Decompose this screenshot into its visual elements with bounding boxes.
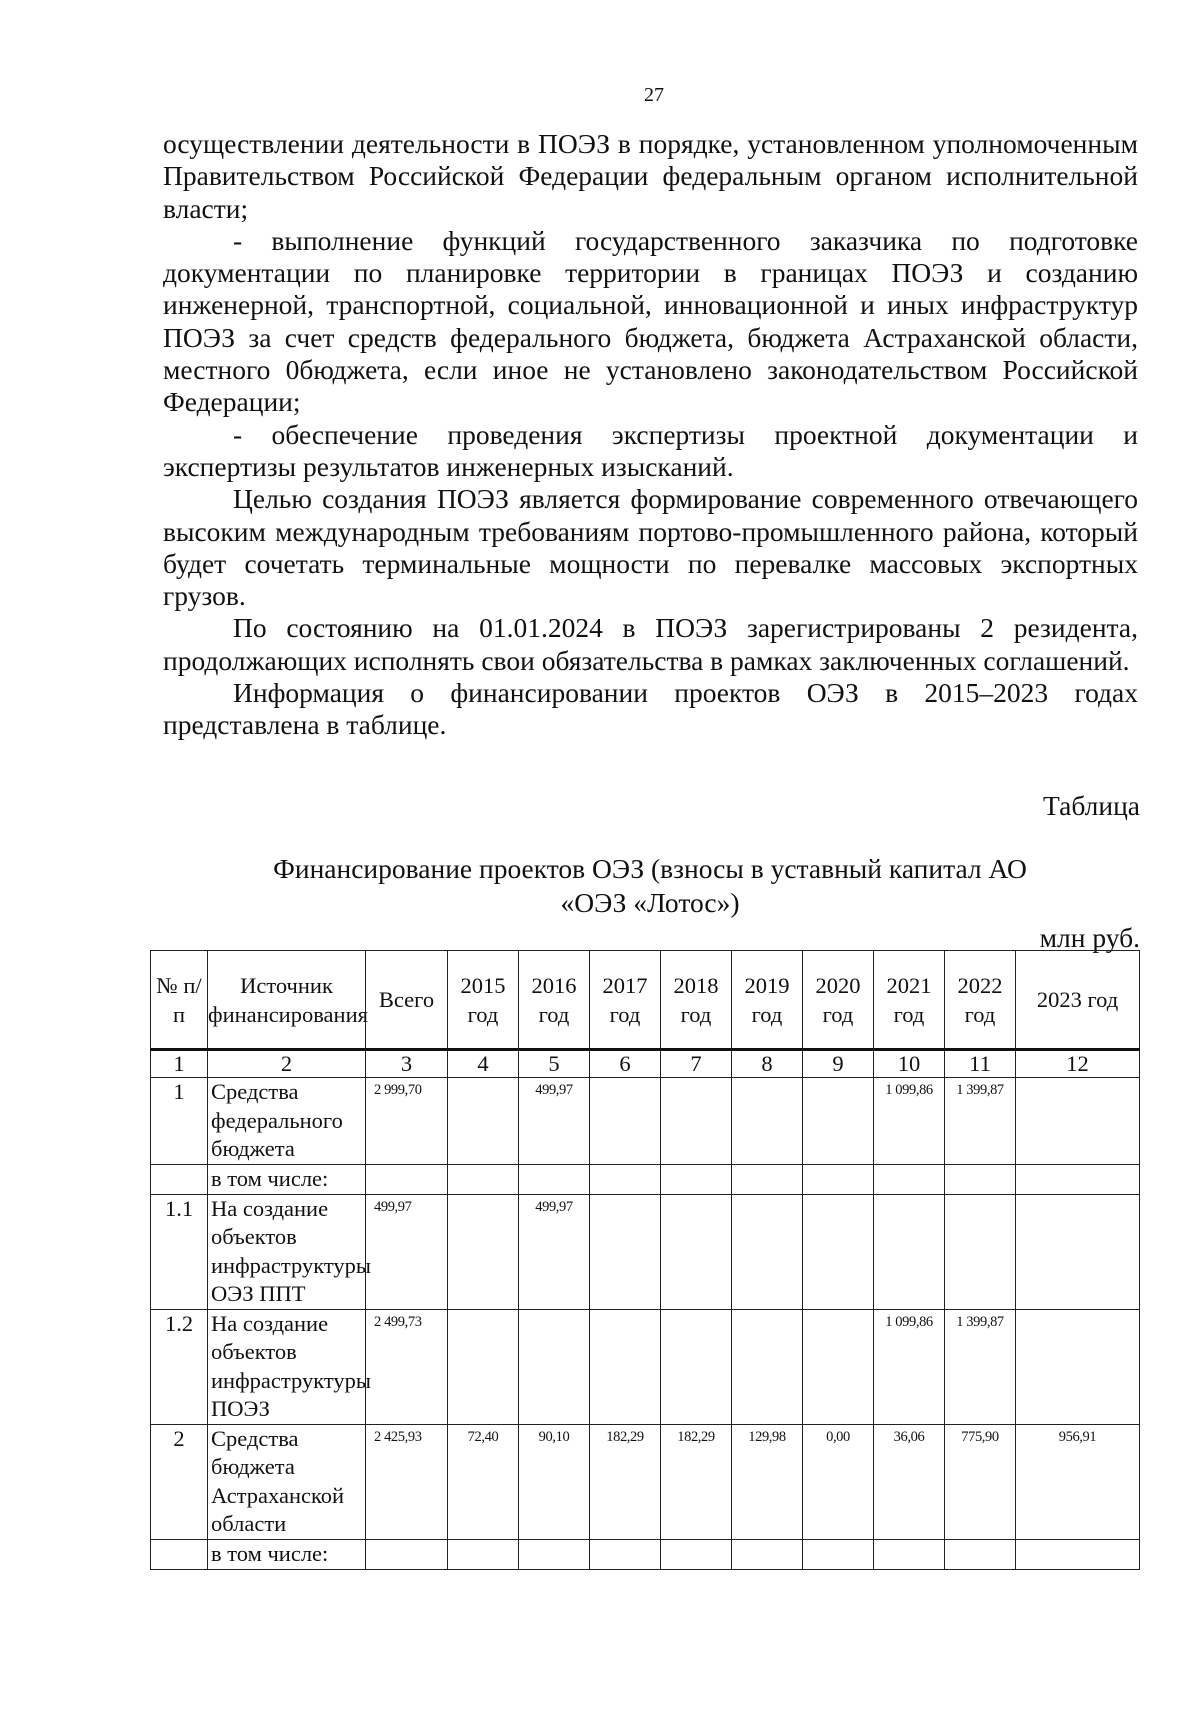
value-cell [661, 1309, 732, 1424]
value-cell [732, 1194, 803, 1309]
row-source: Средства федерального бюджета [208, 1078, 366, 1165]
value-cell [803, 1164, 874, 1194]
value-cell: 36,06 [874, 1424, 945, 1539]
value-cell [945, 1539, 1016, 1569]
header-cell: 2019 год [732, 951, 803, 1050]
paragraph: - обеспечение проведения экспертизы проектной документации и экспертизы результатов инженерных изысканий. [163, 418, 1138, 482]
column-number: 12 [1016, 1050, 1140, 1078]
value-cell [1016, 1194, 1140, 1309]
table-row [151, 1194, 1140, 1309]
row-number [151, 1539, 208, 1569]
column-number: 11 [945, 1050, 1016, 1078]
value-cell: 72,40 [448, 1424, 519, 1539]
table-row [151, 1309, 1140, 1424]
value-cell [803, 1194, 874, 1309]
row-source: в том числе: [208, 1164, 366, 1194]
value-cell [661, 1164, 732, 1194]
value-cell: 775,90 [945, 1424, 1016, 1539]
value-cell [1016, 1078, 1140, 1165]
value-cell [661, 1078, 732, 1165]
table-row [151, 1424, 1140, 1539]
value-cell [590, 1194, 661, 1309]
table-label: Таблица [1043, 790, 1140, 821]
value-cell [590, 1309, 661, 1424]
header-cell: 2017 год [590, 951, 661, 1050]
column-number: 2 [208, 1050, 366, 1078]
column-number: 1 [151, 1050, 208, 1078]
row-number: 1.1 [151, 1194, 208, 1309]
row-source: На создание объектов инфраструктуры ПОЭЗ [208, 1309, 366, 1424]
value-cell: 2 499,73 [366, 1309, 448, 1424]
value-cell: 499,97 [519, 1194, 590, 1309]
column-number: 10 [874, 1050, 945, 1078]
row-number: 2 [151, 1424, 208, 1539]
value-cell: 0,00 [803, 1424, 874, 1539]
row-source: Средства бюджета Астраханской области [208, 1424, 366, 1539]
value-cell [803, 1309, 874, 1424]
value-cell [661, 1539, 732, 1569]
value-cell [366, 1539, 448, 1569]
column-number: 8 [732, 1050, 803, 1078]
value-cell: 182,29 [661, 1424, 732, 1539]
paragraph: - выполнение функций государственного заказчика по подготовке документации по планировке территории в границах ПОЭЗ и созданию инженерной, транспортной, социальной, инновационной и иных инфраструктур ПОЭЗ за счет средств федерального бюджета, бюджета Астраханской области, местного 0бюджета, если иное не установлено законодательством Российской Федерации; [163, 224, 1138, 418]
header-cell: 2018 год [661, 951, 732, 1050]
paragraph: По состоянию на 01.01.2024 в ПОЭЗ зарегистрированы 2 резидента, продолжающих исполнять свои обязательства в рамках заключенных соглашений. [163, 612, 1138, 676]
value-cell [732, 1539, 803, 1569]
table-header-row [151, 951, 1140, 1050]
page-number: 27 [644, 84, 664, 106]
value-cell [448, 1194, 519, 1309]
value-cell [732, 1164, 803, 1194]
row-number: 1 [151, 1078, 208, 1165]
value-cell [366, 1164, 448, 1194]
header-cell: 2015 год [448, 951, 519, 1050]
value-cell [590, 1078, 661, 1165]
units-label: млн руб. [1039, 922, 1140, 953]
table-row [151, 1164, 1140, 1194]
header-cell: 2021 год [874, 951, 945, 1050]
value-cell [519, 1539, 590, 1569]
value-cell: 1 099,86 [874, 1309, 945, 1424]
row-source: в том числе: [208, 1539, 366, 1569]
body-text [163, 128, 1138, 742]
table-row [151, 1078, 1140, 1165]
table-title: Финансирование проектов ОЭЗ (взносы в уставный капитал АО «ОЭЗ «Лотос») [273, 853, 1027, 918]
header-cell: 2023 год [1016, 951, 1140, 1050]
header-cell: Источник финансирования [208, 951, 366, 1050]
header-cell: № п/п [151, 951, 208, 1050]
value-cell: 1 399,87 [945, 1078, 1016, 1165]
value-cell [945, 1164, 1016, 1194]
value-cell [803, 1078, 874, 1165]
row-source: На создание объектов инфраструктуры ОЭЗ ППТ [208, 1194, 366, 1309]
column-number: 7 [661, 1050, 732, 1078]
table-row [151, 1539, 1140, 1569]
column-number: 5 [519, 1050, 590, 1078]
column-numbers-row [151, 1050, 1140, 1078]
paragraph: Целью создания ПОЭЗ является формирование современного отвечающего высоким международным требованиям портово-промышленного района, который будет сочетать терминальные мощности по перевалке массовых экспортных грузов. [163, 483, 1138, 612]
row-number: 1.2 [151, 1309, 208, 1424]
value-cell: 1 399,87 [945, 1309, 1016, 1424]
column-number: 3 [366, 1050, 448, 1078]
value-cell: 499,97 [366, 1194, 448, 1309]
value-cell [945, 1194, 1016, 1309]
column-number: 6 [590, 1050, 661, 1078]
financing-table [150, 950, 1140, 1570]
value-cell [519, 1309, 590, 1424]
value-cell [732, 1309, 803, 1424]
value-cell [803, 1539, 874, 1569]
value-cell [874, 1539, 945, 1569]
column-number: 4 [448, 1050, 519, 1078]
value-cell: 1 099,86 [874, 1078, 945, 1165]
value-cell [448, 1078, 519, 1165]
value-cell: 182,29 [590, 1424, 661, 1539]
value-cell: 90,10 [519, 1424, 590, 1539]
value-cell [874, 1164, 945, 1194]
header-cell: 2016 год [519, 951, 590, 1050]
value-cell: 129,98 [732, 1424, 803, 1539]
value-cell [1016, 1164, 1140, 1194]
paragraph: Информация о финансировании проектов ОЭЗ в 2015–2023 годах представлена в таблице. [163, 677, 1138, 741]
value-cell [1016, 1539, 1140, 1569]
column-number: 9 [803, 1050, 874, 1078]
value-cell: 2 999,70 [366, 1078, 448, 1165]
value-cell [661, 1194, 732, 1309]
value-cell [590, 1539, 661, 1569]
row-number [151, 1164, 208, 1194]
header-cell: 2022 год [945, 951, 1016, 1050]
value-cell [1016, 1309, 1140, 1424]
value-cell [732, 1078, 803, 1165]
value-cell: 499,97 [519, 1078, 590, 1165]
value-cell [448, 1539, 519, 1569]
value-cell [448, 1309, 519, 1424]
paragraph: осуществлении деятельности в ПОЭЗ в порядке, установленном уполномоченным Правительством Российской Федерации федеральным органом исполнительной власти; [163, 128, 1138, 224]
value-cell [519, 1164, 590, 1194]
header-cell: 2020 год [803, 951, 874, 1050]
value-cell [448, 1164, 519, 1194]
value-cell: 2 425,93 [366, 1424, 448, 1539]
value-cell [874, 1194, 945, 1309]
value-cell [590, 1164, 661, 1194]
header-cell: Всего [366, 951, 448, 1050]
value-cell: 956,91 [1016, 1424, 1140, 1539]
